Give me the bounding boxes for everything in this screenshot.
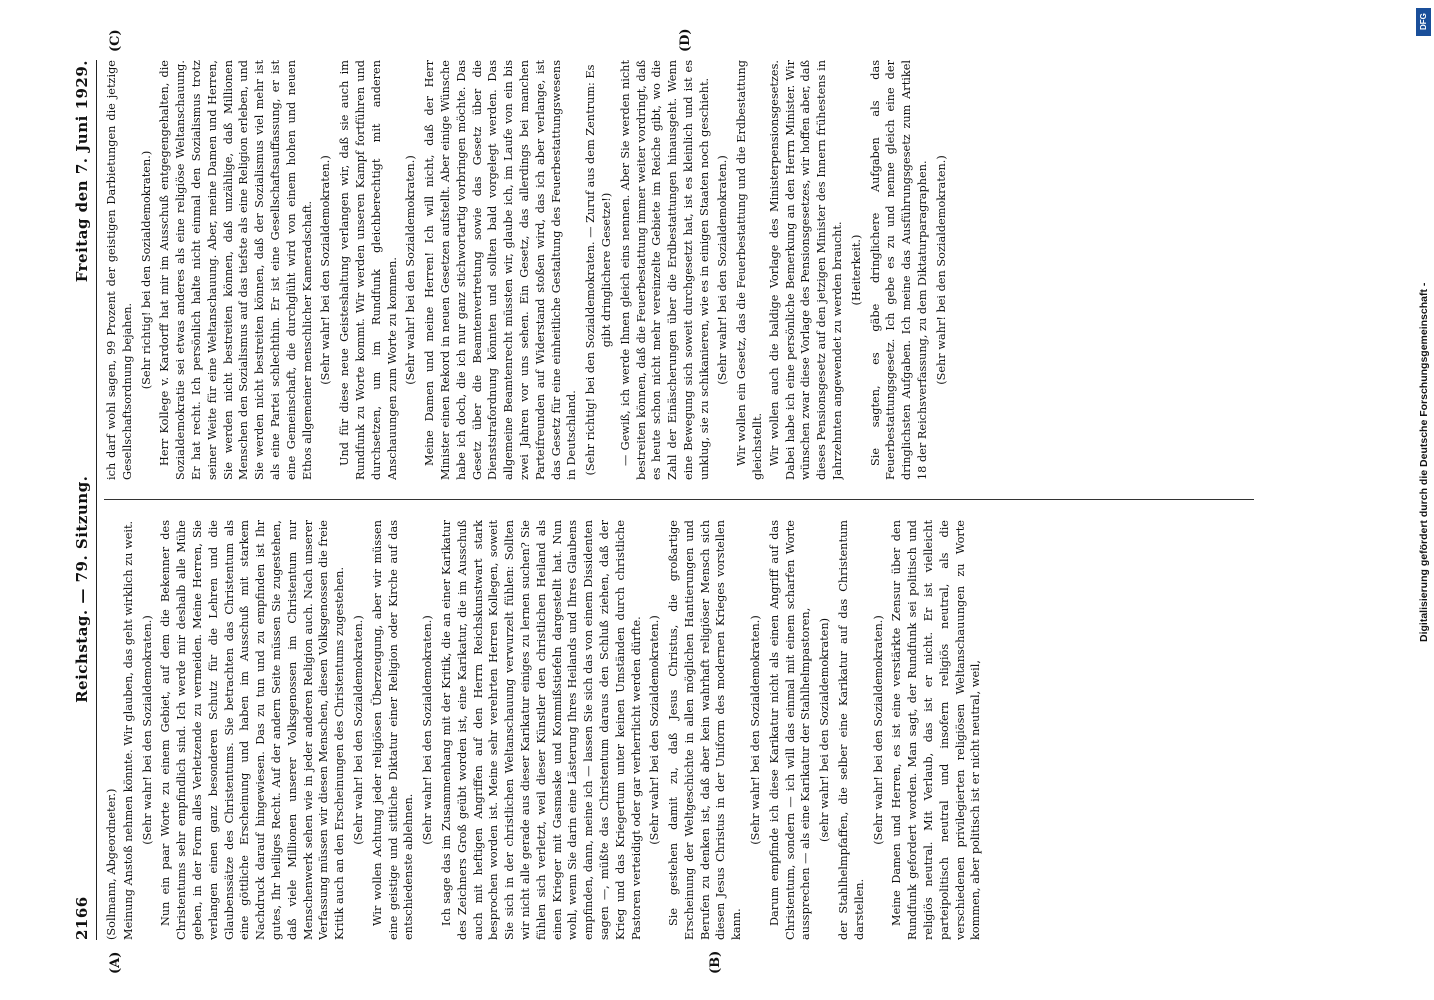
interjection: (Sehr richtig! bei den Sozialdemokraten. — Zuruf aus dem Zentrum: Es gibt dringlichere Gesetze!) bbox=[584, 64, 613, 476]
column-divider bbox=[104, 499, 1254, 500]
interjection: (Sehr wahr! bei den Sozialdemokraten.) bbox=[934, 155, 948, 385]
paragraph: Wir wollen Achtung jeder religiösen Überzeugung, aber wir müssen eine geistige und sittliche Diktatur einer Religion oder Kirche auf das entschiedenste ablehnen. bbox=[370, 520, 416, 940]
paragraph: Nun ein paar Worte zu einem Gebiet, auf dem die Bekenner des Christentums sehr empfindlich sind. Ich werde mir deshalb alle Mühe geben, in der Form alles Verletzende zu vermeiden. Meine Herren, Sie verlangen einen ganz besonderen Schutz für die Lehren und die Glaubenssätze des Christentums. Sie betrachten das Christentum als eine göttliche Erscheinung und haben im Ausschuß mit starkem Nachdruck darauf hingewiesen. Das zu tun und zu empfinden ist Ihr gutes, Ihr heiliges Recht. Auf der andern Seite müssen Sie zugestehen, daß viele Millionen unserer Volksgenossen im Christentum nur Menschenwerk sehen wie in jeder anderen Religion auch. Nach unserer Verfassung müssen wir diesen Menschen, diesen Volksgenossen die freie Kritik auch an den Erscheinungen des Christentums zugestehen. bbox=[159, 520, 347, 940]
interjection: (Sehr wahr! bei den Sozialdemokraten.) bbox=[404, 155, 418, 385]
paragraph: Meine Damen und meine Herren! Ich will nicht, daß der Herr Minister einen Rekord in neuen Gesetzen aufstellt. Aber einige Wünsche habe ich doch, die ich nur ganz stichwortartig vorbringen möchte. Das Gesetz über die Beamtenvertretung sowie das Gesetz über die Dienststrafordnung könnten und sollten bald vorgelegt werden. Das allgemeine Beamtenrecht müssten wir, glaube ich, im Laufe von ein bis zwei Jahren vor uns sehen. Ein Gesetz, das allerdings bei manchen Parteifreunden auf Widerstand stoßen wird, das ich aber verlange, ist das Gesetz für eine einheitliche Gestaltung des Feuerbestattungswesens in Deutschland. bbox=[423, 60, 579, 480]
interjection: (Sehr richtig! bei den Sozialdemokraten.) bbox=[139, 150, 153, 390]
paragraph: Darum empfinde ich diese Karikatur nicht als einen Angriff auf das Christentum, sondern — ich will das einmal mit einem scharfen Worte aussprechen — als eine Karikatur der Stahlhelmpastoren, bbox=[767, 520, 813, 940]
page-number: 2166 bbox=[73, 896, 91, 940]
digitization-credit: Digitalisierung gefördert durch die Deutsche Forschungsgemeinschaft - bbox=[1418, 282, 1430, 642]
paragraph: Sie gestehen damit zu, daß Jesus Christus, die großartige Erscheinung der Weltgeschichte in allen möglichen Hantierungen und Berufen zu denken ist, daß aber kein wahrhaft religiöser Mensch sich diesen Jesus Christus in der Uniform des modernen Krieges vorstellen kann. bbox=[667, 520, 744, 940]
session-title: Reichstag. — 79. Sitzung. bbox=[73, 475, 91, 703]
interjection: (Sehr wahr! bei den Sozialdemokraten.) bbox=[319, 155, 333, 385]
margin-marker-d: (D) bbox=[678, 28, 693, 52]
margin-marker-a: (A) bbox=[108, 951, 123, 974]
paragraph: (Sollmann, Abgeordneter.) bbox=[105, 788, 118, 940]
session-date: Freitag den 7. Juni 1929. bbox=[73, 60, 91, 283]
text-column-left bbox=[104, 520, 1294, 940]
paragraph: Ich sage das im Zusammenhang mit der Kritik, die an einer Karikatur des Zeichners Groß geübt worden ist, eine Karikatur, die im Ausschuß auch mit heftigen Angriffen auf den Herrn Reichskunstwart stark besprochen worden ist. Meine sehr verehrten Herren Kollegen, soweit Sie sich in der christlichen Weltanschauung verwurzelt fühlen: Sollten wir nicht alle gerade aus dieser Karikatur einiges zu lernen suchen? Sie fühlen sich verletzt, weil dieser Künstler den christlichen Heiland als einen Krieger mit Gasmaske und Kommißstiefeln dargestellt hat. Nun wohl, wenn Sie darin eine Lästerung Ihres Heilands und Ihres Glaubens empfinden, dann, meine ich — lassen Sie sich das von einem Dissidenten sagen —, müßte das Christentum daraus den Schluß ziehen, daß der Krieg und das Kriegertum unter keinen Umständen durch christliche Pastoren verteidigt oder gar verherrlicht werden dürfte. bbox=[439, 520, 643, 940]
document-page bbox=[68, 28, 1308, 974]
paragraph: Wir wollen auch die baldige Vorlage des Ministerpensionsgesetzes. Dabei habe ich eine persönliche Bemerkung an den Herrn Minister. Wir wünschen zwar diese Vorlage des Pensionsgesetzes, wir hoffen aber, daß dieses Pensionsgesetz auf den jetzigen Minister des Innern frühestens in Jahrzehnten angewendet zu werden braucht. bbox=[767, 60, 845, 480]
interjection: (Heiterkeit.) bbox=[849, 234, 863, 306]
interjection: (sehr wahr! bei den Sozialdemokraten) bbox=[818, 617, 832, 843]
interjection: (Sehr wahr! bei den Sozialdemokraten.) bbox=[648, 615, 662, 845]
dfg-logo-badge: DFG bbox=[1416, 8, 1431, 36]
text-column-right bbox=[104, 60, 1294, 480]
paragraph: Meine Damen und Herren, es ist eine verstärkte Zensur über den Rundfunk gefordert worden. Man sagt, der Rundfunk sei politisch und religiös neutral. Mit Verlaub, das ist er nicht. Er ist vielleicht parteipolitisch neutral und insofern religiös neutral, als die verschiedenen privilegierten religiösen Weltanschauungen zu Worte kommen, aber politisch ist er nicht neutral, weil, bbox=[890, 520, 983, 940]
paragraph: Meinung Anstoß nehmen könnte. Wir glauben, das geht wirklich zu weit. bbox=[121, 520, 135, 940]
running-header bbox=[68, 60, 97, 940]
paragraph: — Gewiß, ich werde Ihnen gleich eins nennen. Aber Sie werden nicht bestreiten können, daß die Feuerbestattung immer weiter vordringt, daß es heute schon nicht mehr vereinzelte Gebiete im Reiche gibt, wo die Zahl der Einäscherungen über die Erdbestattungen hinausgeht. Wenn eine Bewegung sich soweit durchgesetzt hat, ist es kleinlich und ist es unklug, sie zu schikanieren, wie es in einigen Staaten noch geschieht. bbox=[618, 60, 711, 480]
margin-marker-b: (B) bbox=[708, 950, 723, 974]
paragraph: der Stahlhelmpfaffen, die selber eine Karikatur auf das Christentum darstellen. bbox=[837, 520, 866, 940]
interjection: (Sehr wahr! bei den Sozialdemokraten.) bbox=[871, 615, 885, 845]
paragraph: Sie sagten, es gäbe dringlichere Aufgaben als das Feuerbestattungsgesetz. Ich gebe es zu und nenne gleich eine der dringlichsten Aufgaben. Ich meine das Ausführungsgesetz zum Artikel 18 der Reichsverfassung, zu dem Diktaturparagraphen. bbox=[868, 60, 930, 480]
interjection: (Sehr wahr! bei den Sozialdemokraten.) bbox=[140, 615, 154, 845]
paragraph: ich darf wohl sagen, 99 Prozent der geistigen Darbietungen die jetzige Gesellschaftsordnung bejahen. bbox=[105, 60, 134, 480]
interjection: (Sehr wahr! bei den Sozialdemokraten.) bbox=[351, 615, 365, 845]
margin-marker-c: (C) bbox=[108, 29, 123, 52]
interjection: (Sehr wahr! bei den Sozialdemokraten.) bbox=[421, 615, 435, 845]
interjection: (Sehr wahr! bei den Sozialdemokraten.) bbox=[749, 615, 763, 845]
interjection: (Sehr wahr! bei den Sozialdemokraten.) bbox=[716, 155, 730, 385]
paragraph: Herr Kollege v. Kardorff hat mir im Ausschuß entgegengehalten, die Sozialdemokratie sei etwas anderes als eine religiöse Weltanschauung. Er hat recht. Ich persönlich halte nicht einmal den Sozialismus trotz seiner Weite für eine Weltanschauung. Aber, meine Damen und Herren, Sie werden nicht bestreiten können, daß unzählige, daß Millionen Menschen den Sozialismus auf das tiefste als eine Religion erleben, und Sie werden nicht bestreiten können, daß der Sozialismus viel mehr ist als eine Partei schlechthin. Er ist eine Gesellschaftsauffassung, er ist eine Gemeinschaft, die durchglüht wird von einem hohen und neuen Ethos allgemeiner menschlicher Kameradschaft. bbox=[158, 60, 314, 480]
paragraph: Wir wollen ein Gesetz, das die Feuerbestattung und die Erdbestattung gleichstellt. bbox=[735, 60, 765, 480]
paragraph: Und für diese neue Geisteshaltung verlangen wir, daß sie auch im Rundfunk zu Worte kommt. Wir werden unseren Kampf fortführen und durchsetzen, um im Rundfunk gleichberechtigt mit anderen Anschauungen zum Worte zu kommen. bbox=[338, 60, 399, 480]
